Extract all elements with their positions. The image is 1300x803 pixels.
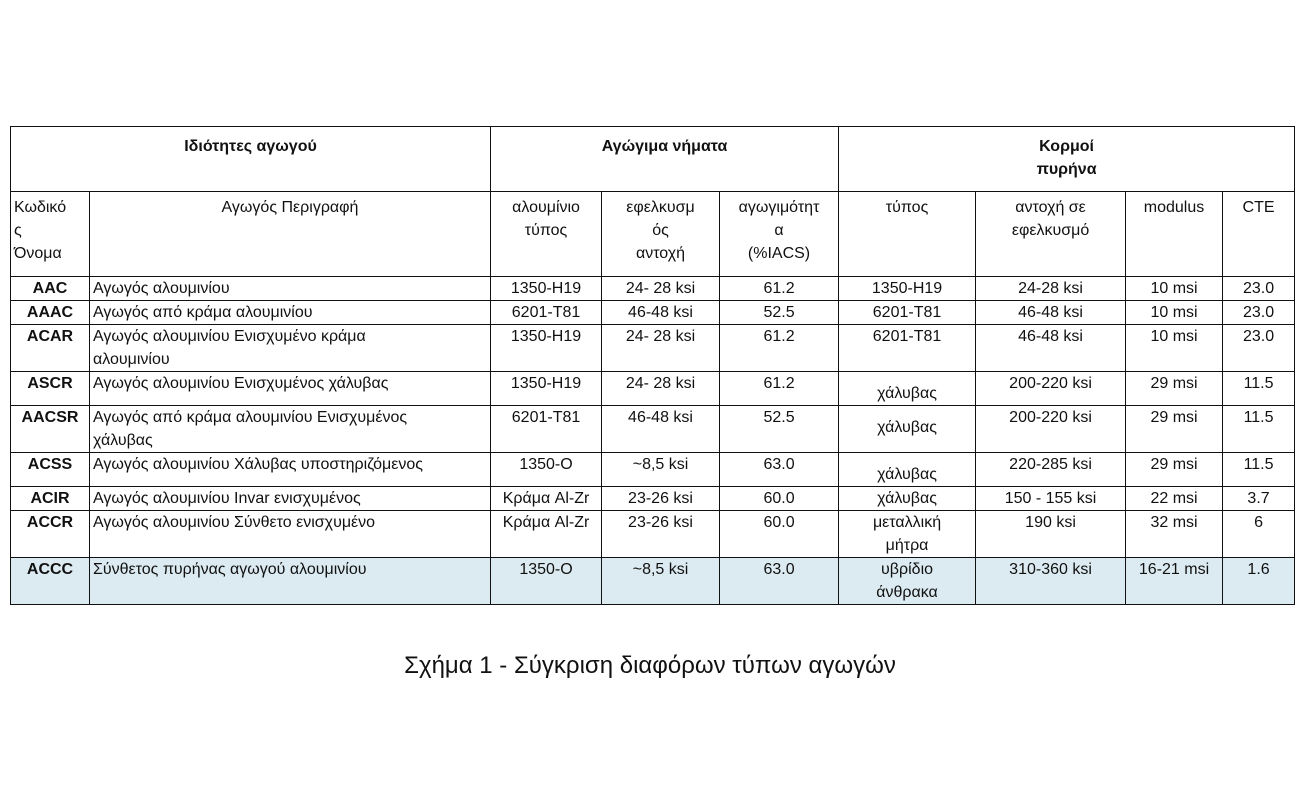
tensile-strength: 24- 28 ksi <box>602 372 720 406</box>
cte: 6 <box>1223 511 1295 558</box>
aluminum-type: Κράμα Al-Zr <box>491 511 602 558</box>
cte: 23.0 <box>1223 301 1295 325</box>
column-header-cte: CTE <box>1223 192 1295 277</box>
conductivity: 61.2 <box>720 325 839 372</box>
tensile-strength: 46-48 ksi <box>602 301 720 325</box>
core-type: χάλυβας <box>839 372 976 406</box>
core-type: 6201-T81 <box>839 301 976 325</box>
core-type: 1350-H19 <box>839 277 976 301</box>
group-header-row <box>11 127 1295 192</box>
table-row <box>11 558 1295 605</box>
aluminum-type: 6201-T81 <box>491 301 602 325</box>
column-header-conductivity: αγωγιμότητ α (%IACS) <box>720 192 839 277</box>
modulus: 29 msi <box>1126 406 1223 453</box>
tensile-strength: 24- 28 ksi <box>602 277 720 301</box>
tensile-strength: 23-26 ksi <box>602 511 720 558</box>
modulus: 32 msi <box>1126 511 1223 558</box>
core-tensile: 200-220 ksi <box>976 406 1126 453</box>
core-type: μεταλλική μήτρα <box>839 511 976 558</box>
conductor-code: ACIR <box>11 487 90 511</box>
column-header-description: Αγωγός Περιγραφή <box>90 192 491 277</box>
conductivity: 61.2 <box>720 277 839 301</box>
column-header-row <box>11 192 1295 277</box>
tensile-strength: 24- 28 ksi <box>602 325 720 372</box>
cte: 11.5 <box>1223 372 1295 406</box>
modulus: 16-21 msi <box>1126 558 1223 605</box>
conductor-description: Αγωγός αλουμινίου Ενισχυμένος χάλυβας <box>90 372 491 406</box>
core-type: χάλυβας <box>839 453 976 487</box>
aluminum-type: 1350-H19 <box>491 372 602 406</box>
table-row <box>11 406 1295 453</box>
group-header-core: Κορμοί πυρήνα <box>839 127 1295 192</box>
conductor-code: ACCC <box>11 558 90 605</box>
table-row <box>11 277 1295 301</box>
conductor-comparison-table <box>10 126 1295 605</box>
cte: 23.0 <box>1223 277 1295 301</box>
table-body <box>11 277 1295 605</box>
aluminum-type: 1350-O <box>491 453 602 487</box>
cte: 23.0 <box>1223 325 1295 372</box>
core-type: 6201-T81 <box>839 325 976 372</box>
table-row <box>11 453 1295 487</box>
table-row <box>11 511 1295 558</box>
conductor-description: Αγωγός αλουμινίου Χάλυβας υποστηριζόμενος <box>90 453 491 487</box>
tensile-strength: 23-26 ksi <box>602 487 720 511</box>
modulus: 10 msi <box>1126 301 1223 325</box>
conductivity: 60.0 <box>720 487 839 511</box>
column-header-modulus: modulus <box>1126 192 1223 277</box>
core-tensile: 200-220 ksi <box>976 372 1126 406</box>
modulus: 10 msi <box>1126 325 1223 372</box>
conductivity: 61.2 <box>720 372 839 406</box>
core-type: χάλυβας <box>839 487 976 511</box>
aluminum-type: 6201-T81 <box>491 406 602 453</box>
conductor-description: Αγωγός αλουμινίου Invar ενισχυμένος <box>90 487 491 511</box>
group-header-conductive-strands: Αγώγιμα νήματα <box>491 127 839 192</box>
conductivity: 52.5 <box>720 406 839 453</box>
column-header-aluminum-type: αλουμίνιο τύπος <box>491 192 602 277</box>
conductor-code: ACCR <box>11 511 90 558</box>
column-header-tensile-strength: εφελκυσμ ός αντοχή <box>602 192 720 277</box>
core-type: χάλυβας <box>839 406 976 453</box>
conductivity: 60.0 <box>720 511 839 558</box>
conductor-code: AAAC <box>11 301 90 325</box>
conductor-description: Αγωγός αλουμινίου Σύνθετο ενισχυμένο <box>90 511 491 558</box>
column-header-core-type: τύπος <box>839 192 976 277</box>
core-tensile: 46-48 ksi <box>976 325 1126 372</box>
table-row <box>11 301 1295 325</box>
tensile-strength: ~8,5 ksi <box>602 558 720 605</box>
conductor-code: ACSS <box>11 453 90 487</box>
conductor-description: Σύνθετος πυρήνας αγωγού αλουμινίου <box>90 558 491 605</box>
conductor-code: ACAR <box>11 325 90 372</box>
conductor-description: Αγωγός από κράμα αλουμινίου <box>90 301 491 325</box>
table-row <box>11 372 1295 406</box>
core-type: υβρίδιο άνθρακα <box>839 558 976 605</box>
conductor-code: AACSR <box>11 406 90 453</box>
conductor-description: Αγωγός αλουμινίου Ενισχυμένο κράμα αλουμινίου <box>90 325 491 372</box>
conductivity: 52.5 <box>720 301 839 325</box>
group-header-conductor-properties: Ιδιότητες αγωγού <box>11 127 491 192</box>
aluminum-type: 1350-H19 <box>491 325 602 372</box>
core-tensile: 150 - 155 ksi <box>976 487 1126 511</box>
modulus: 22 msi <box>1126 487 1223 511</box>
cte: 3.7 <box>1223 487 1295 511</box>
figure-caption: Σχήμα 1 - Σύγκριση διαφόρων τύπων αγωγών <box>404 652 896 679</box>
tensile-strength: 46-48 ksi <box>602 406 720 453</box>
core-tensile: 310-360 ksi <box>976 558 1126 605</box>
conductor-code: AAC <box>11 277 90 301</box>
tensile-strength: ~8,5 ksi <box>602 453 720 487</box>
modulus: 10 msi <box>1126 277 1223 301</box>
conductivity: 63.0 <box>720 558 839 605</box>
modulus: 29 msi <box>1126 372 1223 406</box>
table-row <box>11 487 1295 511</box>
cte: 1.6 <box>1223 558 1295 605</box>
core-tensile: 24-28 ksi <box>976 277 1126 301</box>
table-row <box>11 325 1295 372</box>
aluminum-type: Κράμα Al-Zr <box>491 487 602 511</box>
conductor-description: Αγωγός αλουμινίου <box>90 277 491 301</box>
conductor-description: Αγωγός από κράμα αλουμινίου Ενισχυμένος χάλυβας <box>90 406 491 453</box>
cte: 11.5 <box>1223 453 1295 487</box>
column-header-code: Κωδικό ς Όνομα <box>11 192 90 277</box>
column-header-core-tensile: αντοχή σε εφελκυσμό <box>976 192 1126 277</box>
core-tensile: 46-48 ksi <box>976 301 1126 325</box>
core-tensile: 190 ksi <box>976 511 1126 558</box>
core-tensile: 220-285 ksi <box>976 453 1126 487</box>
conductivity: 63.0 <box>720 453 839 487</box>
modulus: 29 msi <box>1126 453 1223 487</box>
aluminum-type: 1350-H19 <box>491 277 602 301</box>
conductor-code: ASCR <box>11 372 90 406</box>
aluminum-type: 1350-O <box>491 558 602 605</box>
cte: 11.5 <box>1223 406 1295 453</box>
